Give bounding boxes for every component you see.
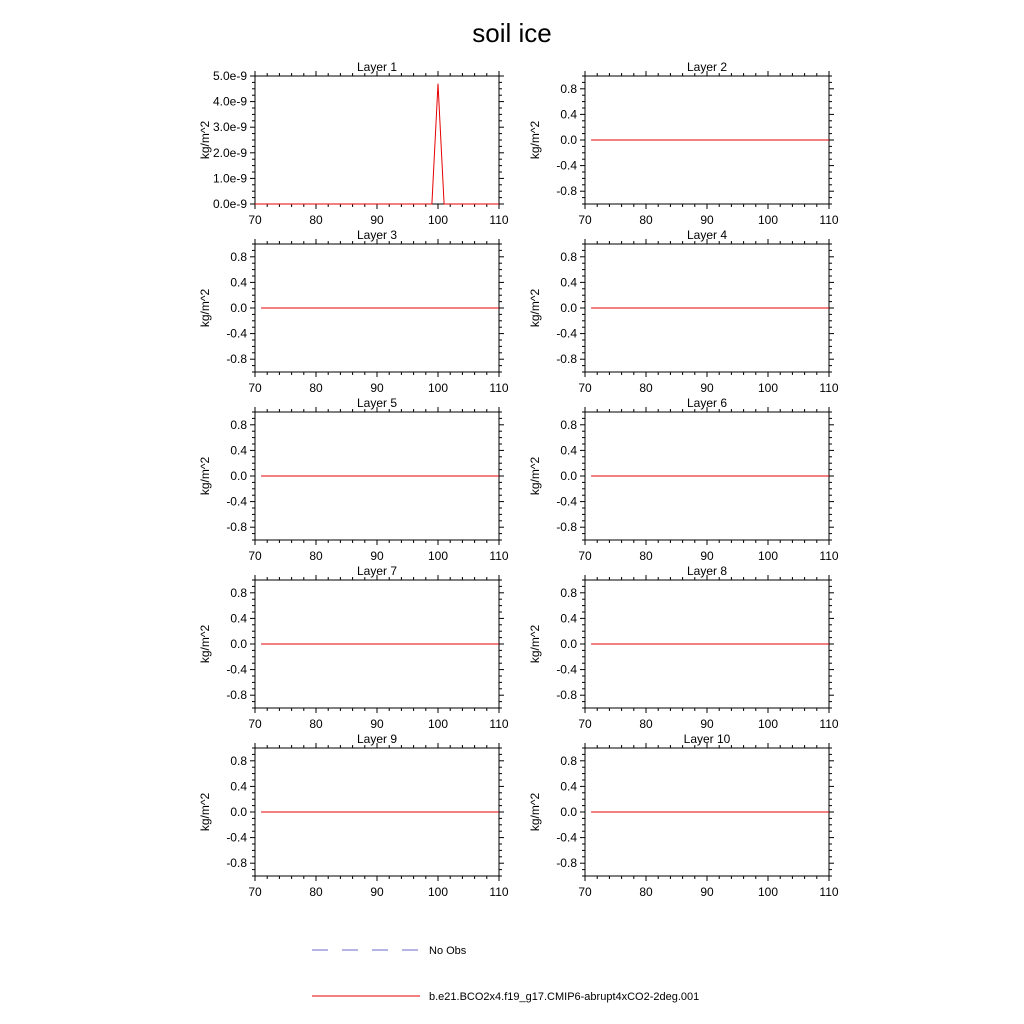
y-tick-label: 0.0 [560, 469, 577, 483]
legend-label: No Obs [429, 945, 467, 957]
x-tick-label: 70 [248, 213, 262, 227]
x-tick-label: 90 [700, 717, 714, 731]
x-tick-label: 110 [819, 717, 839, 731]
panel-layer-2 [528, 60, 839, 227]
panel-title: Layer 4 [686, 228, 728, 242]
y-axis-label: kg/m^2 [198, 792, 212, 832]
x-tick-label: 80 [639, 213, 653, 227]
y-tick-label: 0.4 [560, 107, 577, 122]
y-tick-label: 1.0e-9 [212, 171, 247, 186]
x-tick-label: 80 [309, 213, 323, 227]
y-axis-label: kg/m^2 [198, 288, 212, 328]
y-tick-label: 2.0e-9 [212, 145, 247, 160]
panel-layer-6 [528, 396, 839, 563]
x-tick-label: 80 [309, 381, 323, 395]
x-tick-label: 100 [757, 717, 779, 731]
panel-title: Layer 7 [356, 564, 398, 578]
y-tick-label: 3.0e-9 [212, 120, 247, 135]
y-axis-label: kg/m^2 [528, 120, 542, 160]
y-axis-label: kg/m^2 [528, 288, 542, 328]
x-tick-label: 70 [248, 381, 262, 395]
y-axis-label: kg/m^2 [198, 456, 212, 496]
x-tick-label: 80 [639, 381, 653, 395]
y-tick-label: -0.4 [226, 662, 247, 677]
y-tick-label: 0.0 [560, 133, 577, 147]
x-tick-label: 70 [248, 717, 262, 731]
y-tick-label: -0.4 [556, 830, 577, 845]
y-axis-label: kg/m^2 [528, 792, 542, 832]
x-tick-label: 100 [427, 549, 449, 563]
y-tick-label: -0.4 [556, 158, 577, 173]
panel-layer-1 [198, 60, 509, 227]
y-tick-label: -0.8 [226, 520, 247, 535]
x-tick-label: 100 [757, 381, 779, 395]
y-tick-label: -0.4 [226, 326, 247, 341]
y-tick-label: -0.8 [556, 520, 577, 535]
y-tick-label: -0.8 [226, 352, 247, 367]
y-tick-label: 0.4 [560, 611, 577, 626]
y-tick-label: 0.4 [560, 443, 577, 458]
y-tick-label: 0.8 [560, 585, 577, 600]
x-tick-label: 110 [489, 381, 509, 395]
x-tick-label: 90 [700, 213, 714, 227]
x-tick-label: 90 [370, 381, 384, 395]
y-tick-label: -0.8 [226, 688, 247, 703]
x-tick-label: 100 [757, 885, 779, 899]
y-tick-label: 0.4 [230, 611, 247, 626]
x-tick-label: 80 [309, 717, 323, 731]
x-tick-label: 100 [427, 213, 449, 227]
panels [198, 60, 839, 899]
panel-title: Layer 8 [686, 564, 728, 578]
y-tick-label: -0.8 [556, 352, 577, 367]
x-tick-label: 110 [819, 381, 839, 395]
x-tick-label: 100 [757, 549, 779, 563]
y-axis-label: kg/m^2 [528, 456, 542, 496]
panel-layer-7 [198, 564, 509, 731]
y-tick-label: 0.8 [560, 753, 577, 768]
y-tick-label: 0.0 [560, 805, 577, 819]
x-tick-label: 90 [370, 885, 384, 899]
panel-layer-3 [198, 228, 509, 395]
panel-title: Layer 2 [686, 60, 728, 74]
x-tick-label: 80 [309, 885, 323, 899]
x-tick-label: 110 [489, 885, 509, 899]
x-tick-label: 110 [819, 885, 839, 899]
panel-layer-9 [198, 732, 509, 899]
panel-layer-8 [528, 564, 839, 731]
x-tick-label: 80 [639, 549, 653, 563]
y-tick-label: 0.8 [560, 249, 577, 264]
x-tick-label: 110 [489, 213, 509, 227]
y-tick-label: 0.0e-9 [212, 197, 247, 211]
y-axis-label: kg/m^2 [198, 624, 212, 664]
x-tick-label: 110 [819, 213, 839, 227]
figure-title: soil ice [472, 18, 552, 48]
y-tick-label: -0.8 [556, 184, 577, 199]
y-tick-label: -0.4 [556, 326, 577, 341]
y-tick-label: 0.4 [560, 275, 577, 290]
y-tick-label: -0.8 [556, 856, 577, 871]
plot-frame [255, 76, 499, 204]
x-tick-label: 100 [427, 381, 449, 395]
y-tick-label: 4.0e-9 [212, 94, 247, 109]
y-tick-label: 0.0 [230, 469, 247, 483]
y-tick-label: -0.4 [226, 494, 247, 509]
x-tick-label: 80 [639, 717, 653, 731]
panel-layer-10 [528, 732, 839, 899]
y-tick-label: 0.8 [230, 585, 247, 600]
y-tick-label: 0.8 [230, 417, 247, 432]
series-line [255, 84, 499, 204]
x-tick-label: 110 [819, 549, 839, 563]
y-tick-label: 0.4 [230, 443, 247, 458]
x-tick-label: 90 [700, 885, 714, 899]
panel-title: Layer 6 [686, 396, 728, 410]
y-tick-label: 0.4 [560, 779, 577, 794]
x-tick-label: 100 [757, 213, 779, 227]
x-tick-label: 90 [700, 381, 714, 395]
panel-title: Layer 9 [356, 732, 398, 746]
panel-title: Layer 10 [683, 732, 731, 746]
legend [312, 945, 699, 1003]
y-tick-label: 0.8 [230, 249, 247, 264]
x-tick-label: 80 [639, 885, 653, 899]
x-tick-label: 90 [370, 549, 384, 563]
y-tick-label: 0.0 [560, 301, 577, 315]
panel-title: Layer 3 [356, 228, 398, 242]
x-tick-label: 100 [427, 717, 449, 731]
y-tick-label: 0.8 [230, 753, 247, 768]
x-tick-label: 90 [370, 717, 384, 731]
x-tick-label: 70 [248, 549, 262, 563]
panel-title: Layer 5 [356, 396, 398, 410]
x-tick-label: 70 [578, 885, 592, 899]
x-tick-label: 80 [309, 549, 323, 563]
x-tick-label: 70 [578, 549, 592, 563]
x-tick-label: 110 [489, 717, 509, 731]
y-axis-label: kg/m^2 [198, 120, 212, 160]
x-tick-label: 70 [248, 885, 262, 899]
x-tick-label: 70 [578, 717, 592, 731]
y-tick-label: -0.4 [556, 662, 577, 677]
panel-layer-5 [198, 396, 509, 563]
y-tick-label: -0.4 [556, 494, 577, 509]
y-tick-label: 0.0 [230, 637, 247, 651]
y-tick-label: 0.8 [560, 417, 577, 432]
y-axis-label: kg/m^2 [528, 624, 542, 664]
y-tick-label: 0.4 [230, 275, 247, 290]
panel-layer-4 [528, 228, 839, 395]
panel-title: Layer 1 [356, 60, 398, 74]
x-tick-label: 70 [578, 381, 592, 395]
y-tick-label: 0.0 [560, 637, 577, 651]
y-tick-label: -0.8 [226, 856, 247, 871]
y-tick-label: 5.0e-9 [212, 69, 247, 83]
x-tick-label: 100 [427, 885, 449, 899]
x-tick-label: 90 [370, 213, 384, 227]
y-tick-label: 0.0 [230, 805, 247, 819]
legend-label: b.e21.BCO2x4.f19_g17.CMIP6-abrupt4xCO2-2deg.001 [429, 991, 700, 1003]
y-tick-label: 0.4 [230, 779, 247, 794]
y-tick-label: 0.8 [560, 81, 577, 96]
y-tick-label: -0.8 [556, 688, 577, 703]
y-tick-label: 0.0 [230, 301, 247, 315]
y-tick-label: -0.4 [226, 830, 247, 845]
x-tick-label: 70 [578, 213, 592, 227]
x-tick-label: 90 [700, 549, 714, 563]
x-tick-label: 110 [489, 549, 509, 563]
